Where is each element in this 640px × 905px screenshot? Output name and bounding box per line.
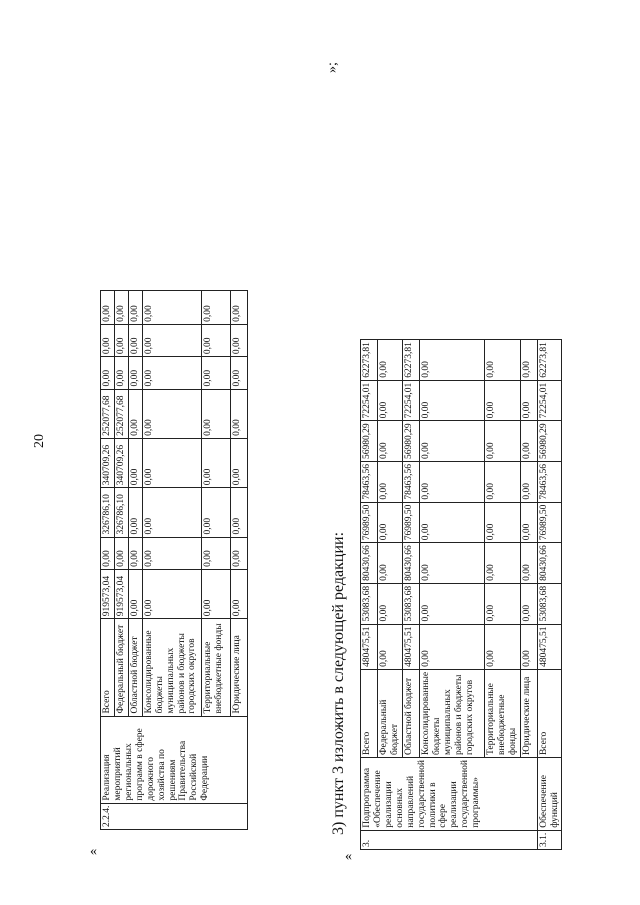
row-name: Обеспечение функций <box>537 758 562 831</box>
row-code: 3. <box>361 830 538 849</box>
closing-quote: »; <box>325 62 340 73</box>
cell: 0,00 <box>419 421 484 462</box>
row-code: 3.1. <box>537 830 562 849</box>
cell: 0,00 <box>230 569 247 618</box>
cell: 0,00 <box>230 537 247 569</box>
cell: 340709,26 <box>101 438 115 487</box>
cell: 0,00 <box>520 340 537 381</box>
cell: 0,00 <box>378 624 403 669</box>
cell: 340709,26 <box>114 438 128 487</box>
cell: 0,00 <box>142 488 201 537</box>
cell: 0,00 <box>114 537 128 569</box>
cell: 56980,29 <box>361 421 378 462</box>
row-name: Подпрограмма «Обеспечение реализации основных направлений государственной политики в сфере реализации государственной программы» <box>361 758 538 831</box>
cell: 0,00 <box>230 291 247 325</box>
cell: 0,00 <box>484 462 520 503</box>
cell: 0,00 <box>520 543 537 584</box>
cell: 0,00 <box>419 583 484 624</box>
cell: 0,00 <box>201 488 230 537</box>
source-label: Территориальные внебюджетные фонды <box>201 619 230 716</box>
cell: 0,00 <box>520 421 537 462</box>
open-quote-2: « <box>345 849 352 864</box>
cell: 0,00 <box>101 537 115 569</box>
cell: 326786,10 <box>101 488 115 537</box>
cell: 76989,50 <box>361 502 378 543</box>
cell: 76989,50 <box>402 502 419 543</box>
section-heading: 3) пункт 3 изложить в следующей редакции: <box>330 531 347 835</box>
cell: 80430,66 <box>361 543 378 584</box>
cell: 53083,68 <box>361 583 378 624</box>
cell: 0,00 <box>378 462 403 503</box>
cell: 0,00 <box>201 389 230 438</box>
source-label: Областной бюджет <box>128 619 142 716</box>
cell: 0,00 <box>230 389 247 438</box>
cell: 326786,10 <box>114 488 128 537</box>
cell: 0,00 <box>520 624 537 669</box>
source-label: Всего <box>101 619 115 716</box>
cell: 0,00 <box>201 438 230 487</box>
cell: 0,00 <box>419 624 484 669</box>
source-label: Федеральный бюджет <box>378 669 403 757</box>
cell: 62273,81 <box>361 340 378 381</box>
cell: 0,00 <box>378 502 403 543</box>
cell: 78463,56 <box>402 462 419 503</box>
cell: 62273,81 <box>402 340 419 381</box>
cell: 0,00 <box>142 569 201 618</box>
cell: 0,00 <box>419 462 484 503</box>
cell: 0,00 <box>128 357 142 389</box>
cell: 0,00 <box>520 502 537 543</box>
cell: 0,00 <box>114 324 128 356</box>
row-code: 2.2.4. <box>101 803 248 829</box>
row-name: Реализация мероприятий региональных программ в сфере дорожного хозяйства по решениям Правительства Российской Федерации <box>101 716 248 803</box>
cell: 0,00 <box>142 389 201 438</box>
cell: 76989,50 <box>537 502 562 543</box>
source-label: Всего <box>537 669 562 757</box>
source-label: Консолидированные бюджеты муниципальных районов и бюджеты городских округов <box>419 669 484 757</box>
cell: 0,00 <box>520 583 537 624</box>
source-label: Всего <box>361 669 378 757</box>
cell: 53083,68 <box>402 583 419 624</box>
cell: 72254,01 <box>537 380 562 421</box>
cell: 0,00 <box>142 537 201 569</box>
cell: 0,00 <box>520 462 537 503</box>
cell: 0,00 <box>201 537 230 569</box>
cell: 0,00 <box>484 502 520 543</box>
cell: 0,00 <box>230 488 247 537</box>
cell: 0,00 <box>114 291 128 325</box>
source-label: Федеральный бюджет <box>114 619 128 716</box>
cell: 0,00 <box>378 380 403 421</box>
cell: 0,00 <box>419 543 484 584</box>
cell: 0,00 <box>142 324 201 356</box>
table-3 <box>360 339 562 850</box>
cell: 56980,29 <box>402 421 419 462</box>
open-quote-1: « <box>90 844 97 859</box>
cell: 0,00 <box>128 389 142 438</box>
cell: 0,00 <box>128 291 142 325</box>
cell: 0,00 <box>484 340 520 381</box>
cell: 0,00 <box>484 543 520 584</box>
cell: 0,00 <box>128 324 142 356</box>
cell: 56980,29 <box>537 421 562 462</box>
cell: 0,00 <box>128 537 142 569</box>
cell: 78463,56 <box>537 462 562 503</box>
source-label: Юридические лица <box>520 669 537 757</box>
cell: 0,00 <box>201 324 230 356</box>
cell: 0,00 <box>484 421 520 462</box>
cell: 53083,68 <box>537 583 562 624</box>
cell: 0,00 <box>230 324 247 356</box>
cell: 0,00 <box>101 324 115 356</box>
cell: 0,00 <box>128 488 142 537</box>
source-label: Областной бюджет <box>402 669 419 757</box>
cell: 0,00 <box>378 543 403 584</box>
cell: 0,00 <box>484 624 520 669</box>
cell: 0,00 <box>378 421 403 462</box>
cell: 480475,51 <box>361 624 378 669</box>
cell: 480475,51 <box>402 624 419 669</box>
source-label: Консолидированные бюджеты муниципальных районов и бюджеты городских округов <box>142 619 201 716</box>
cell: 0,00 <box>101 291 115 325</box>
source-label: Территориальные внебюджетные фонды <box>484 669 520 757</box>
cell: 72254,01 <box>361 380 378 421</box>
cell: 80430,66 <box>537 543 562 584</box>
page-number: 20 <box>32 434 47 448</box>
cell: 0,00 <box>484 380 520 421</box>
cell: 0,00 <box>201 291 230 325</box>
cell: 0,00 <box>230 438 247 487</box>
cell: 0,00 <box>419 380 484 421</box>
cell: 0,00 <box>419 502 484 543</box>
cell: 0,00 <box>128 438 142 487</box>
table-2-2-4 <box>100 290 248 830</box>
cell: 0,00 <box>378 583 403 624</box>
cell: 0,00 <box>142 291 201 325</box>
cell: 72254,01 <box>402 380 419 421</box>
cell: 0,00 <box>230 357 247 389</box>
cell: 0,00 <box>520 380 537 421</box>
cell: 0,00 <box>128 569 142 618</box>
cell: 80430,66 <box>402 543 419 584</box>
cell: 62273,81 <box>537 340 562 381</box>
cell: 0,00 <box>378 340 403 381</box>
cell: 0,00 <box>201 357 230 389</box>
cell: 0,00 <box>101 357 115 389</box>
cell: 0,00 <box>142 357 201 389</box>
cell: 0,00 <box>142 438 201 487</box>
cell: 919573,04 <box>114 569 128 618</box>
cell: 0,00 <box>484 583 520 624</box>
source-label: Юридические лица <box>230 619 247 716</box>
cell: 480475,51 <box>537 624 562 669</box>
cell: 0,00 <box>114 357 128 389</box>
cell: 0,00 <box>201 569 230 618</box>
cell: 252077,68 <box>101 389 115 438</box>
cell: 78463,56 <box>361 462 378 503</box>
cell: 919573,04 <box>101 569 115 618</box>
cell: 0,00 <box>419 340 484 381</box>
cell: 252077,68 <box>114 389 128 438</box>
